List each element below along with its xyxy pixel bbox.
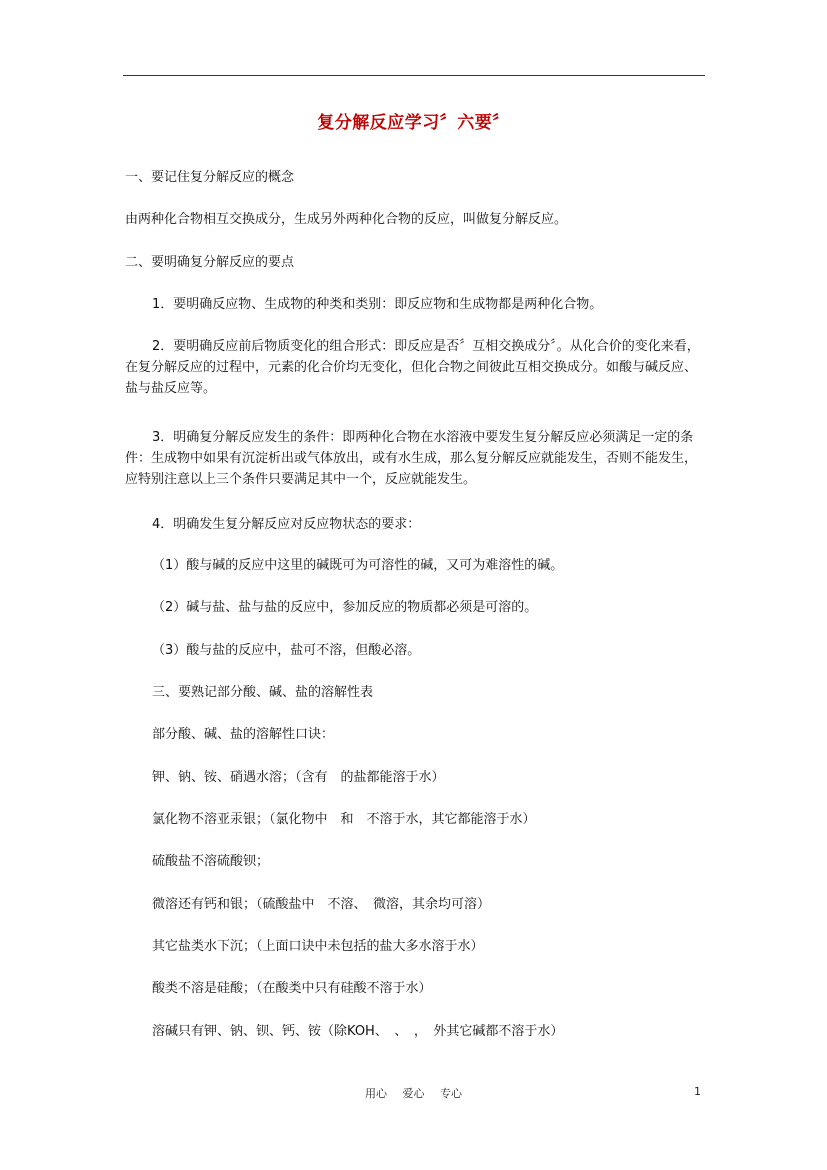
- section-2-sub-2: （2）碱与盐、盐与盐的反应中，参加反应的物质都必须是可溶的。: [152, 600, 538, 615]
- page-footer: [0, 1085, 827, 1101]
- section-3-heading: 三、要熟记部分酸、碱、盐的溶解性表: [152, 685, 374, 700]
- mnemonic-line-3: 硫酸盐不溶硫酸钡；: [152, 854, 270, 869]
- section-2-sub-1: （1）酸与碱的反应中这里的碱既可为可溶性的碱，又可为难溶性的碱。: [152, 558, 564, 573]
- page-number: 1: [694, 1085, 701, 1098]
- section-2-item-4: 4．明确发生复分解反应对反应物状态的要求：: [152, 517, 421, 532]
- section-2-item-2: 2．要明确反应前后物质变化的组合形式：即反应是否〞互相交换成分〞。从化合价的变化来看，在复分解反应的过程中，元素的化合价均无变化，但化合物之间彼此互相交换成分。如酸与碱反应、盐与盐反应等。: [125, 339, 700, 396]
- footer-left: 用心: [365, 1087, 387, 1100]
- header-rule: [123, 75, 705, 76]
- mnemonic-line-1: 钾、钠、铵、硝遇水溶；（含有 的盐都能溶于水）: [152, 770, 445, 785]
- section-2-item-1: 1．要明确反应物、生成物的种类和类别：即反应物和生成物都是两种化合物。: [152, 297, 603, 312]
- footer-middle: 爱心: [402, 1087, 425, 1100]
- section-1-text: 由两种化合物相互交换成分，生成另外两种化合物的反应，叫做复分解反应。: [125, 212, 568, 227]
- mnemonic-line-4: 微溶还有钙和银；（硫酸盐中 不溶、 微溶，其余均可溶）: [152, 897, 491, 912]
- section-2-heading: 二、要明确复分解反应的要点: [125, 255, 295, 270]
- section-2-item-3: 3．明确复分解反应发生的条件：即两种化合物在水溶液中要发生复分解反应必须满足一定的条件：生成物中如果有沉淀析出或气体放出，或有水生成，那么复分解反应就能发生，否则不能发生，应特别注意以上三个条件只要满足其中一个，反应就能发生。: [125, 430, 698, 487]
- mnemonic-line-2: 氯化物不溶亚汞银；（氯化物中 和 不溶于水，其它都能溶于水）: [152, 812, 536, 827]
- page-title: 复分解反应学习〞六要〞: [317, 113, 510, 133]
- section-3-intro: 部分酸、碱、盐的溶解性口诀：: [152, 727, 335, 742]
- section-2-sub-3: （3）酸与盐的反应中，盐可不溶，但酸必溶。: [152, 643, 421, 658]
- footer-right: 专心: [440, 1087, 462, 1100]
- mnemonic-line-7: 溶碱只有钾、钠、钡、钙、铵（除KOH、 、 ， 外其它碱都不溶于水）: [152, 1024, 564, 1039]
- section-1-heading: 一、要记住复分解反应的概念: [125, 170, 295, 185]
- mnemonic-line-5: 其它盐类水下沉；（上面口诀中未包括的盐大多水溶于水）: [152, 939, 484, 954]
- mnemonic-line-6: 酸类不溶是硅酸；（在酸类中只有硅酸不溶于水）: [152, 981, 432, 996]
